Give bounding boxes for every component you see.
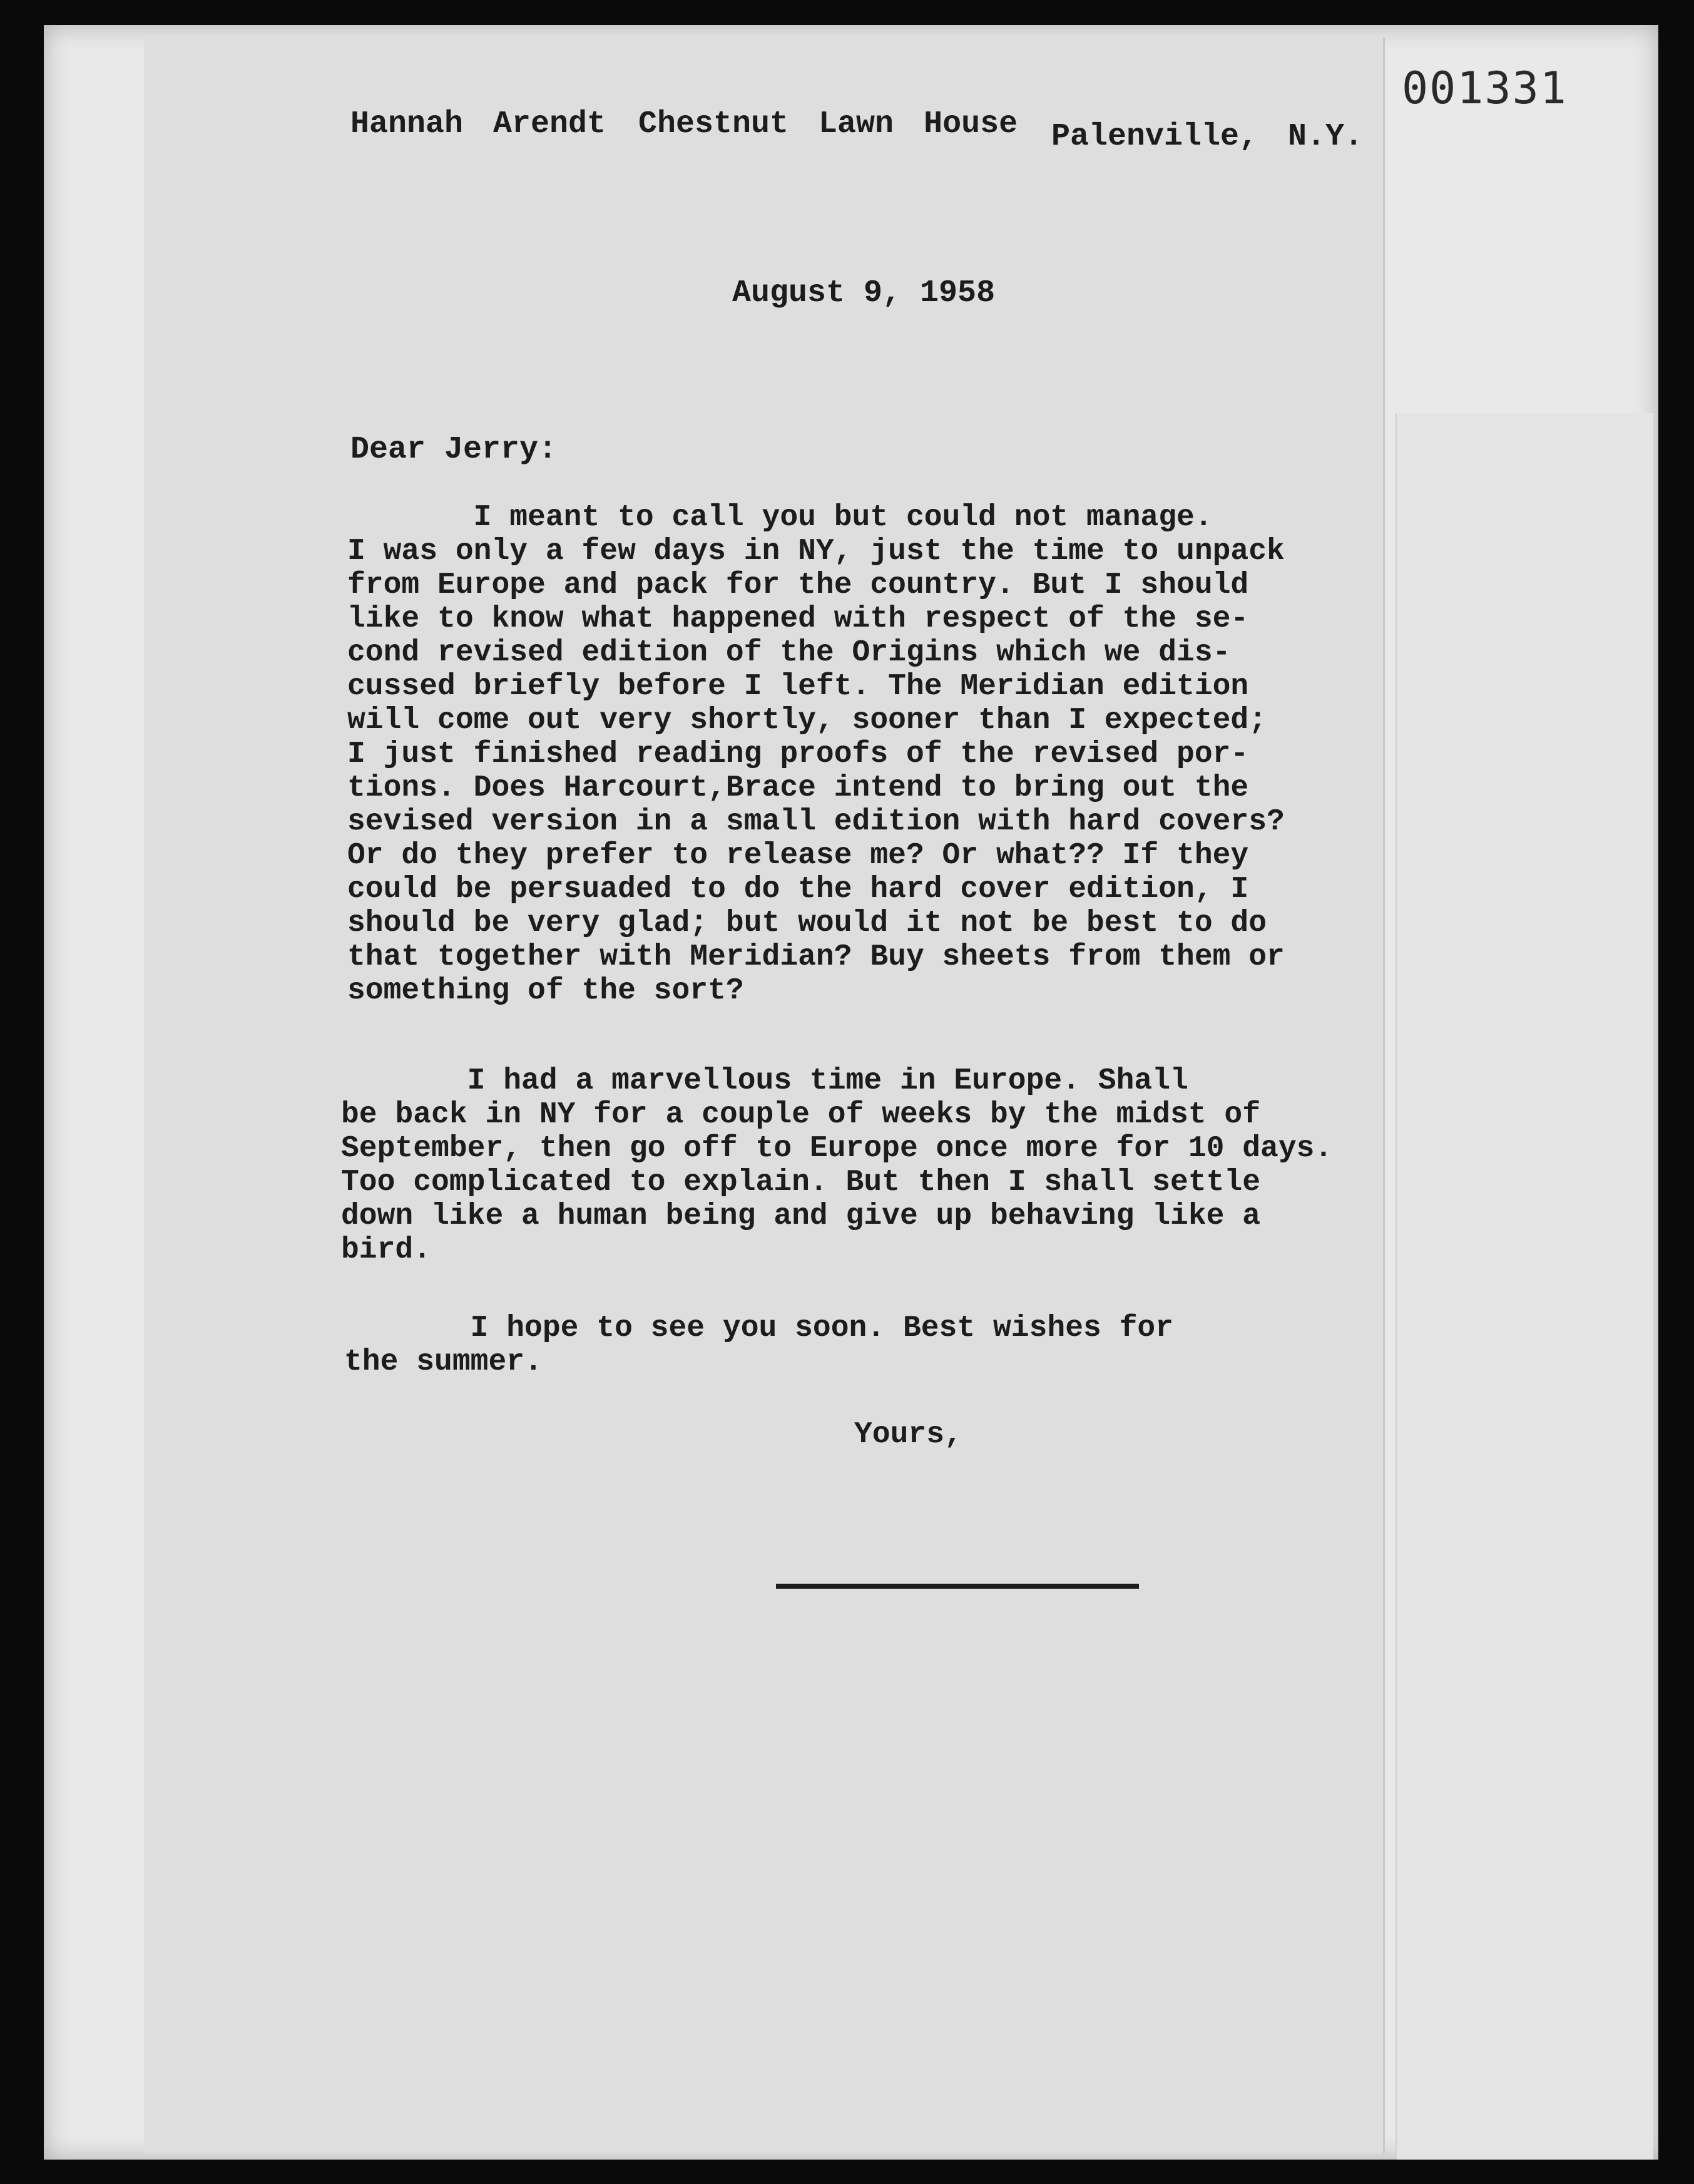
text-line: from Europe and pack for the country. But I should: [347, 568, 1249, 602]
text-line: cond revised edition of the Origins which we dis-: [347, 636, 1231, 670]
text-line: I just finished reading proofs of the revised por-: [347, 737, 1249, 771]
archive-number: 001331: [1402, 63, 1568, 114]
salutation: Dear Jerry:: [350, 432, 558, 468]
text-line: could be persuaded to do the hard cover edition, I: [347, 873, 1249, 906]
text-line: should be very glad; but would it not be best to do: [347, 906, 1267, 940]
text-line: tions. Does Harcourt,Brace intend to bring out the: [347, 771, 1249, 805]
text-line: down like a human being and give up behaving like a: [341, 1199, 1261, 1233]
body-paragraph-1: [347, 501, 1285, 1008]
letterhead-name: Hannah Arendt: [350, 106, 606, 142]
letterhead-place: Palenville, N.Y.: [1051, 119, 1364, 155]
text-line: be back in NY for a couple of weeks by the midst of: [341, 1098, 1261, 1132]
text-line: I was only a few days in NY, just the time to unpack: [347, 535, 1285, 568]
text-line: the summer.: [344, 1345, 543, 1379]
text-line: Or do they prefer to release me? Or what?? If they: [347, 839, 1249, 873]
closing: Yours,: [854, 1418, 962, 1452]
letterhead-house: Chestnut Lawn House: [638, 106, 1018, 142]
text-line: that together with Meridian? Buy sheets from them or: [347, 940, 1285, 974]
text-line: I had a marvellous time in Europe. Shall: [341, 1064, 1188, 1098]
text-line: bird.: [341, 1233, 432, 1267]
text-line: September, then go off to Europe once more for 10 days.: [341, 1132, 1333, 1166]
text-line: I meant to call you but could not manage.: [347, 501, 1213, 535]
underlying-sheet-edge: [1396, 413, 1653, 2160]
text-line: will come out very shortly, sooner than I expected;: [347, 704, 1267, 737]
letter-date: August 9, 1958: [732, 275, 996, 311]
text-line: Too complicated to explain. But then I shall settle: [341, 1166, 1261, 1199]
text-line: I hope to see you soon. Best wishes for: [344, 1311, 1174, 1345]
text-line: like to know what happened with respect of the se-: [347, 602, 1249, 636]
body-paragraph-2: [341, 1064, 1332, 1267]
letterhead: [350, 106, 1364, 285]
text-line: something of the sort?: [347, 974, 744, 1008]
text-line: cussed briefly before I left. The Meridian edition: [347, 670, 1249, 704]
signature-line: [776, 1584, 1139, 1589]
body-paragraph-3: [344, 1311, 1173, 1379]
text-line: sevised version in a small edition with hard covers?: [347, 805, 1285, 839]
